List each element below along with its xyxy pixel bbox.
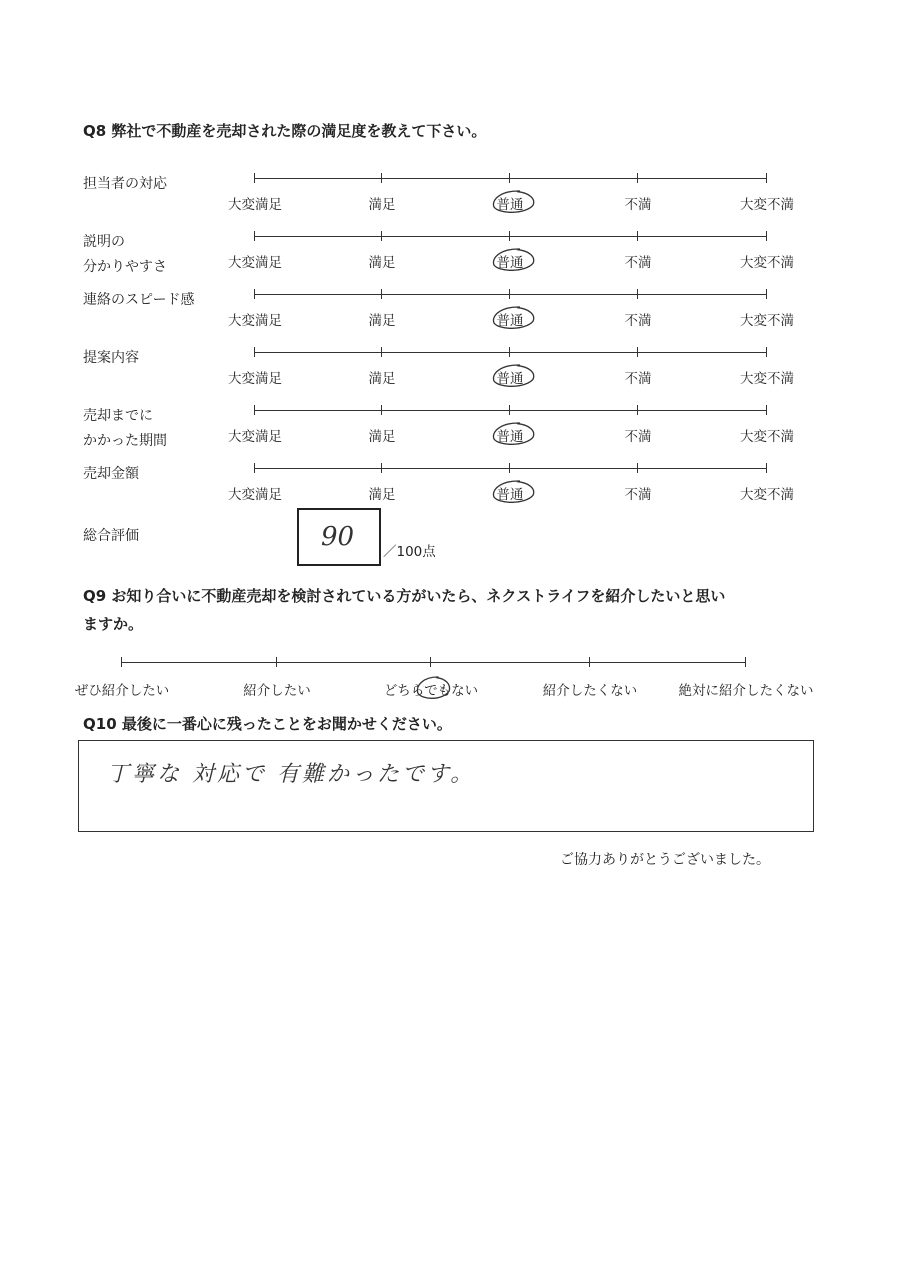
rating-scale-tick [766, 405, 767, 415]
rating-row-label [83, 172, 167, 197]
rating-row-label-line: 担当者の対応 [83, 176, 167, 192]
rating-option[interactable]: 大変満足 [228, 197, 282, 213]
rating-scale-tick [254, 347, 255, 357]
rating-scale-tick [381, 463, 382, 473]
q10-answer-box[interactable] [78, 740, 814, 832]
overall-score-value: 90 [321, 522, 355, 552]
rating-scale-tick [766, 463, 767, 473]
rating-row-label-line: 分かりやすさ [83, 259, 167, 275]
rating-option[interactable]: 普通 [496, 313, 524, 329]
rating-row-label-line: 説明の [83, 234, 125, 250]
rating-option[interactable]: 大変不満 [740, 255, 794, 271]
rating-scale-line [255, 236, 767, 237]
rating-scale-tick [637, 405, 638, 415]
rating-option[interactable]: 不満 [624, 429, 652, 445]
q9-scale-line [122, 662, 746, 663]
rating-option[interactable]: 普通 [496, 487, 524, 503]
closing-message: ご協力ありがとうございました。 [560, 852, 770, 868]
rating-option[interactable]: 大変満足 [228, 313, 282, 329]
rating-option[interactable]: 不満 [624, 197, 652, 213]
q9-heading-line2: ますか。 [83, 615, 144, 633]
rating-option[interactable]: 大変満足 [228, 371, 282, 387]
rating-scale-tick [509, 463, 510, 473]
rating-option[interactable]: 大変不満 [740, 371, 794, 387]
rating-option[interactable]: 大変満足 [228, 255, 282, 271]
rating-option[interactable]: 満足 [368, 197, 396, 213]
rating-option[interactable]: 満足 [368, 313, 396, 329]
q9-heading-line1: Q9 お知り合いに不動産売却を検討されている方がいたら、ネクストライフを紹介したいと思い [83, 587, 726, 605]
rating-scale-tick [637, 173, 638, 183]
q9-scale-tick [121, 657, 122, 667]
rating-scale-tick [766, 347, 767, 357]
rating-scale-tick [509, 231, 510, 241]
rating-option[interactable]: 大変不満 [740, 429, 794, 445]
rating-option[interactable]: 大変満足 [228, 487, 282, 503]
rating-option[interactable]: 普通 [496, 429, 524, 445]
rating-scale-tick [381, 347, 382, 357]
q9-scale-tick [276, 657, 277, 667]
rating-row-label-line: かかった期間 [83, 433, 167, 449]
rating-scale-tick [509, 347, 510, 357]
q10-heading: Q10 最後に一番心に残ったことをお聞かせください。 [83, 715, 452, 733]
rating-row-label [83, 462, 139, 487]
rating-scale-tick [254, 463, 255, 473]
overall-score-suffix: ／100点 [383, 544, 436, 560]
rating-row-label-line: 売却までに [83, 408, 153, 424]
rating-option[interactable]: 普通 [496, 371, 524, 387]
rating-scale-tick [254, 289, 255, 299]
rating-scale-tick [254, 405, 255, 415]
q9-option[interactable]: どちらでもない [383, 683, 479, 699]
rating-scale-tick [637, 463, 638, 473]
rating-row-label-line: 売却金額 [83, 466, 139, 482]
rating-option[interactable]: 満足 [368, 487, 396, 503]
rating-option[interactable]: 普通 [496, 197, 524, 213]
rating-row-label [83, 404, 167, 454]
q8-heading: Q8 弊社で不動産を売却された際の満足度を教えて下さい。 [83, 122, 487, 140]
rating-option[interactable]: 大変不満 [740, 197, 794, 213]
rating-row-label-line: 提案内容 [83, 350, 139, 366]
rating-row-label [83, 288, 194, 313]
q10-answer-text: 丁寧な 対応で 有難かったです。 [107, 762, 476, 787]
rating-scale-tick [637, 347, 638, 357]
q9-scale-tick [430, 657, 431, 667]
rating-scale-tick [637, 231, 638, 241]
rating-scale-line [255, 468, 767, 469]
overall-rating-label: 総合評価 [83, 528, 139, 544]
rating-option[interactable]: 大変満足 [228, 429, 282, 445]
rating-scale-tick [637, 289, 638, 299]
rating-scale-tick [381, 289, 382, 299]
rating-option[interactable]: 満足 [368, 371, 396, 387]
rating-scale-tick [254, 173, 255, 183]
rating-option[interactable]: 不満 [624, 487, 652, 503]
rating-scale-line [255, 178, 767, 179]
rating-scale-line [255, 352, 767, 353]
rating-scale-line [255, 294, 767, 295]
rating-scale-tick [381, 405, 382, 415]
rating-row-label [83, 230, 167, 280]
rating-scale-tick [766, 231, 767, 241]
rating-row-label [83, 346, 139, 371]
rating-row-label-line: 連絡のスピード感 [83, 292, 195, 308]
overall-score-box[interactable] [297, 508, 381, 566]
rating-scale-tick [766, 173, 767, 183]
rating-option[interactable]: 満足 [368, 429, 396, 445]
rating-option[interactable]: 不満 [624, 255, 652, 271]
rating-option[interactable]: 満足 [368, 255, 396, 271]
rating-scale-line [255, 410, 767, 411]
q9-option[interactable]: 紹介したい [243, 683, 311, 699]
rating-option[interactable]: 不満 [624, 313, 652, 329]
rating-option[interactable]: 大変不満 [740, 487, 794, 503]
q9-option[interactable]: 紹介したくない [542, 683, 638, 699]
rating-option[interactable]: 大変不満 [740, 313, 794, 329]
rating-option[interactable]: 不満 [624, 371, 652, 387]
rating-scale-tick [254, 231, 255, 241]
rating-scale-tick [766, 289, 767, 299]
q9-scale-tick [745, 657, 746, 667]
rating-scale-tick [509, 289, 510, 299]
q9-scale-tick [589, 657, 590, 667]
rating-option[interactable]: 普通 [496, 255, 524, 271]
rating-scale-tick [381, 173, 382, 183]
rating-scale-tick [509, 173, 510, 183]
rating-scale-tick [381, 231, 382, 241]
q9-option[interactable]: ぜひ紹介したい [74, 683, 170, 699]
q9-option[interactable]: 絶対に紹介したくない [678, 683, 814, 699]
rating-scale-tick [509, 405, 510, 415]
